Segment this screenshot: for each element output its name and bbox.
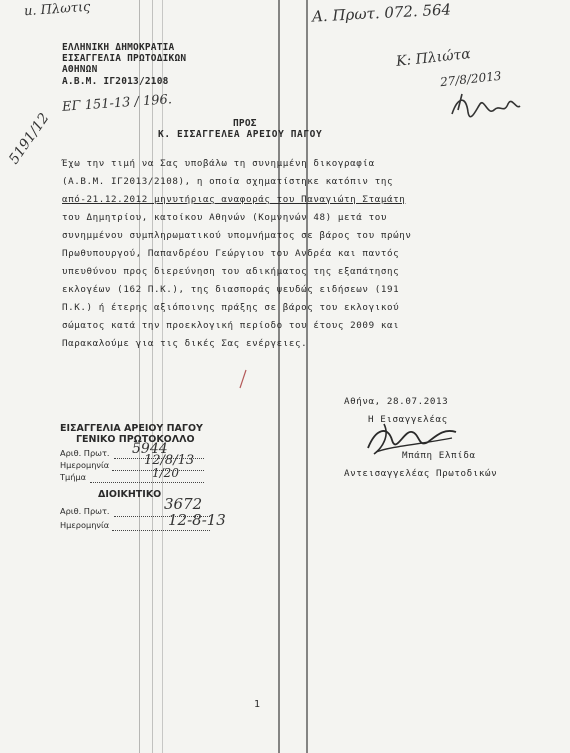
- header-office: ΕΙΣΑΓΓΕΛΙΑ ΠΡΩΤΟΔΙΚΩΝ: [62, 53, 187, 64]
- handwritten-name-note: Κ: Πλιώτα: [395, 46, 472, 70]
- body-text: [62, 155, 462, 353]
- handwritten-top-left: u. Πλωτις: [23, 0, 91, 20]
- body-line: Έχω την τιμή να Σας υποβάλω τη συνημμένη δικογραφία: [62, 158, 375, 169]
- place-date: Αθήνα, 28.07.2013: [344, 396, 449, 407]
- signatory-title: Αντεισαγγελέας Πρωτοδικών: [344, 468, 498, 479]
- registry-stamp: [60, 423, 226, 535]
- handwritten-protocol-number: Α. Πρωτ. 072. 564: [311, 0, 452, 26]
- body-line: του Δημητρίου, κατοίκου Αθηνών (Κομνηνών 48) μετά του: [62, 212, 387, 223]
- stamp-value-protocol-admin: 3672: [164, 495, 203, 513]
- stamp-section-admin: ΔΙΟΙΚΗΤΙΚΟ: [98, 489, 162, 500]
- pen-tick-mark: [236, 368, 250, 390]
- handwritten-reference: ΕΓ 151-13 / 196.: [61, 92, 173, 115]
- body-line: σώματος κατά την προεκλογική περίοδο του έτους 2009 και: [62, 320, 400, 331]
- stamp-underline: [90, 482, 204, 483]
- stamp-label-protocol-admin: Αριθ. Πρωτ.: [60, 506, 110, 516]
- handwritten-date-note: 27/8/2013: [439, 68, 503, 90]
- signatory-role: Η Εισαγγελέας: [368, 414, 448, 425]
- stamp-label-department: Τμήμα: [60, 472, 87, 482]
- recipient-name: Κ. ΕΙΣΑΓΓΕΛΕΑ ΑΡΕΙΟΥ ΠΑΓΟΥ: [158, 129, 323, 140]
- header-country: ΕΛΛΗΝΙΚΗ ΔΗΜΟΚΡΑΤΙΑ: [62, 42, 175, 53]
- fold-line-mid-a: [152, 0, 153, 753]
- body-line: Παρακαλούμε για τις δικές Σας ενέργειες.: [62, 338, 308, 349]
- stamp-value-date: 12/8/13: [144, 453, 195, 468]
- stamp-title: ΕΙΣΑΓΓΕΛΙΑ ΑΡΕΙΟΥ ΠΑΓΟΥ: [60, 423, 203, 434]
- signatory-name: Μπάπη Ελπίδα: [402, 450, 476, 461]
- stamp-subtitle: ΓΕΝΙΚΟ ΠΡΩΤΟΚΟΛΛΟ: [76, 434, 195, 445]
- signature-scribble-top: [448, 90, 522, 126]
- header-city: ΑΘΗΝΩΝ: [62, 64, 98, 75]
- body-line: από-21.12.2012 μηνυτήριας αναφοράς του Παναγιώτη Σταμάτη: [62, 194, 406, 205]
- stamp-underline: [112, 530, 210, 531]
- fold-line-mid-b: [162, 0, 163, 753]
- body-line: συνημμένου συμπληρωματικού υπομνήματος σε βάρος του πρώην: [62, 230, 412, 241]
- stamp-value-date-admin: 12-8-13: [168, 511, 226, 529]
- body-line: Πρωθυπουργού, Παπανδρέου Γεώργιου του Ανδρέα και παντός: [62, 248, 400, 259]
- page-number: 1: [254, 699, 261, 710]
- stamp-label-protocol: Αριθ. Πρωτ.: [60, 448, 110, 458]
- header-case-number: Α.Β.Μ. ΙΓ2013/2108: [62, 76, 169, 87]
- body-line: (Α.Β.Μ. ΙΓ2013/2108), η οποία σχηματίστηκε κατόπιν της: [62, 176, 394, 187]
- body-line: υπευθύνου προς διερεύνηση του αδικήματος της εξαπάτησης: [62, 266, 400, 277]
- fold-line-center: [278, 0, 280, 753]
- stamp-label-date: Ημερομηνία: [60, 460, 110, 470]
- stamp-value-department: 1/20: [152, 466, 179, 480]
- body-line: εκλογέων (162 Π.Κ.), της διασποράς ψευδώς ειδήσεων (191: [62, 284, 400, 295]
- fold-line-right: [306, 0, 308, 753]
- body-line: Π.Κ.) ή έτερης αξιόποινης πράξης σε βάρος του εκλογικού: [62, 302, 400, 313]
- stamp-label-date-admin: Ημερομηνία: [60, 520, 110, 530]
- stamp-value-protocol: 5944: [132, 441, 168, 457]
- handwritten-left-margin-ref: 5191/12: [6, 110, 53, 168]
- recipient-to: ΠΡΟΣ: [233, 118, 257, 129]
- fold-line-left: [139, 0, 140, 753]
